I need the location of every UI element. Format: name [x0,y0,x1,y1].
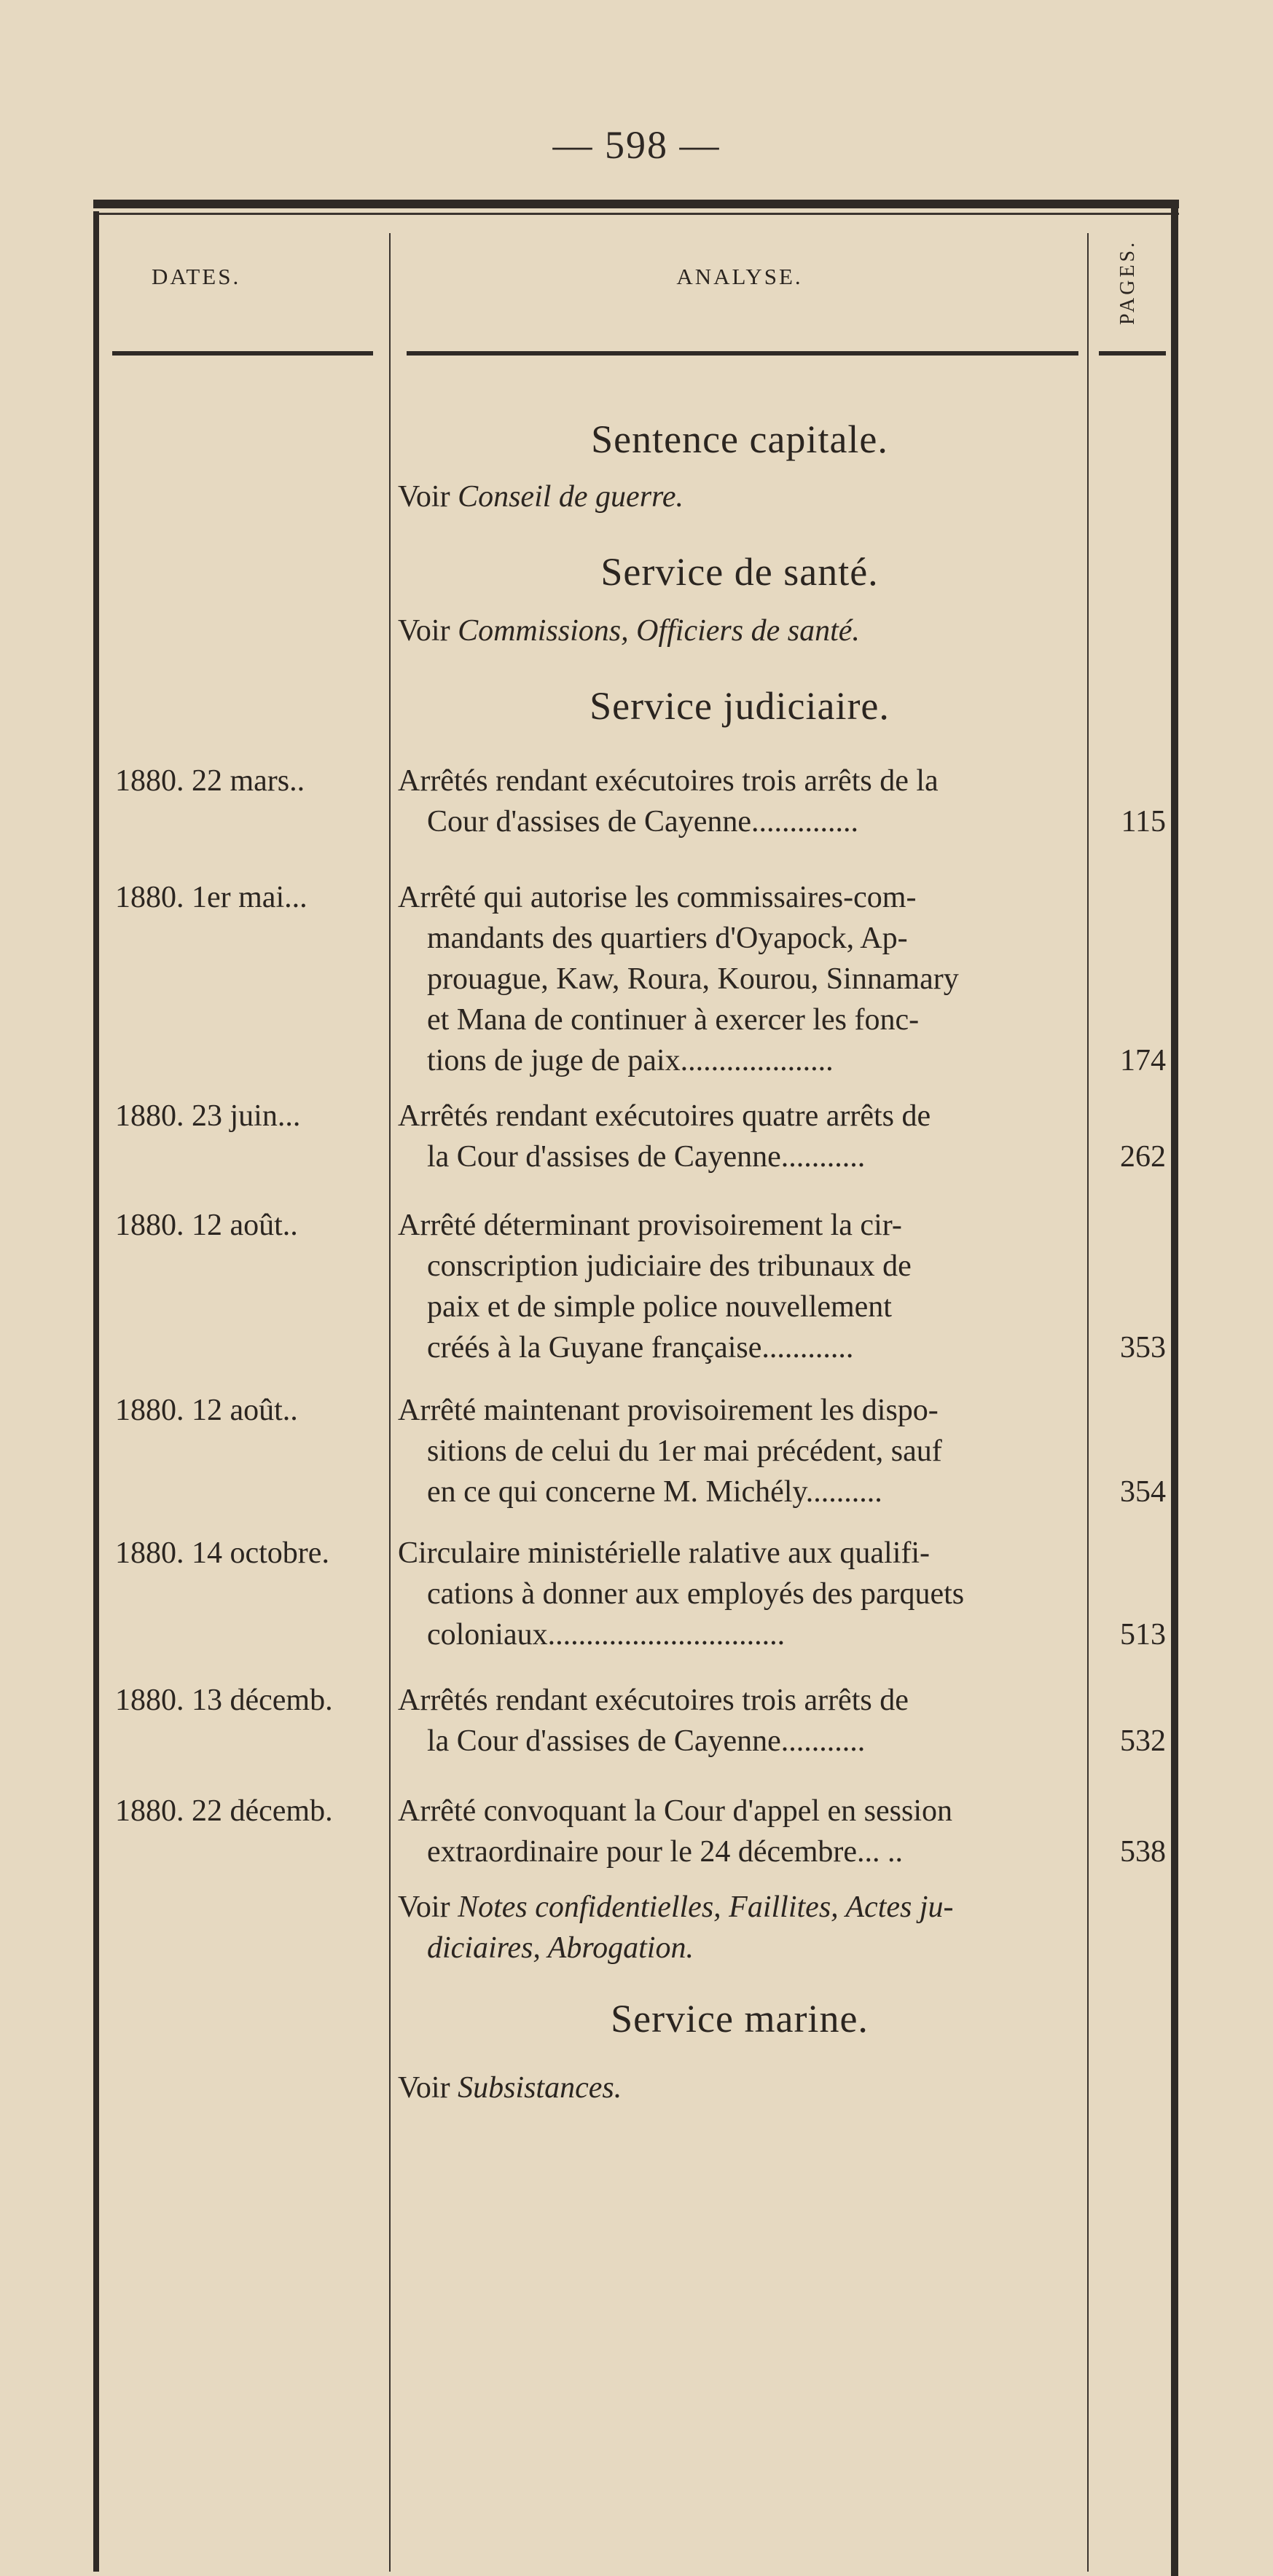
entry-page: 538 [1120,1835,1166,1869]
column-divider-pages [1087,233,1089,2572]
entry-page: 354 [1120,1475,1166,1509]
column-header-dates: DATES. [152,264,241,289]
entry-text: Circulaire ministérielle ralative aux qualifi- cations à donner aux employés des parquets coloniaux............................... [398,1536,965,1652]
entry-text: Arrêté convoquant la Cour d'appel en session extraordinaire pour le 24 décembre... .. [398,1794,953,1869]
entry-date: 1880. 22 décemb. [115,1794,333,1828]
see-also: Voir Commissions, Officiers de santé. [398,614,860,648]
see-also: Voir Conseil de guerre. [398,480,683,514]
entry-date: 1880. 13 décemb. [115,1684,333,1717]
entry-text: Arrêté qui autorise les commissaires-com- mandants des quartiers d'Oyapock, Ap- prouague, Kaw, Roura, Kourou, Sinnamary et Mana de continuer à exercer les fonc- tions de juge de paix.................... [398,881,959,1077]
column-header-analyse: ANALYSE. [676,264,803,289]
entry-text: Arrêtés rendant exécutoires quatre arrêts de la Cour d'assises de Cayenne........... [398,1099,931,1174]
entry-page: 115 [1121,805,1166,839]
table-left-border [93,211,99,2572]
entry-date: 1880. 14 octobre. [115,1536,329,1570]
see-also: Voir Subsistances. [398,2071,622,2105]
section-title: Sentence capitale. [591,417,888,461]
table-top-rule [93,213,1179,215]
entry-page: 174 [1120,1044,1166,1077]
entry-page: 532 [1120,1724,1166,1758]
entry-text: Arrêté déterminant provisoirement la cir- conscription judiciaire des tribunaux de paix et de simple police nouvellement créés à la Guyane française............ [398,1209,912,1364]
entry-page: 262 [1120,1140,1166,1174]
entry-page: 513 [1120,1618,1166,1652]
entry-date: 1880. 22 mars.. [115,764,305,798]
section-title: Service marine. [611,1997,869,2041]
column-header-pages: PAGES. [1116,239,1139,325]
section-title: Service judiciaire. [590,684,890,728]
entry-page: 353 [1120,1331,1166,1364]
header-rule-pages [1099,351,1166,356]
entry-date: 1880. 23 juin... [115,1099,301,1133]
entry-date: 1880. 12 août.. [115,1209,298,1242]
entry-date: 1880. 1er mai... [115,881,308,914]
entry-text: Arrêtés rendant exécutoires trois arrêts de la Cour d'assises de Cayenne.............. [398,764,939,839]
section-title: Service de santé. [600,550,879,594]
table-right-border [1171,208,1178,2576]
header-rule-dates [112,351,373,356]
entry-text: Arrêtés rendant exécutoires trois arrêts de la Cour d'assises de Cayenne........... [398,1684,909,1758]
entry-date: 1880. 12 août.. [115,1394,298,1427]
header-rule-analyse [407,351,1078,356]
column-divider-dates [389,233,391,2572]
page-number-header: — 598 — [552,123,721,167]
table-top-border [93,200,1179,208]
entry-text: Arrêté maintenant provisoirement les dispo- sitions de celui du 1er mai précédent, sauf en ce qui concerne M. Michély.......... [398,1394,942,1509]
see-also: Voir Notes confidentielles, Faillites, Actes ju- diciaires, Abrogation. [398,1890,954,1965]
